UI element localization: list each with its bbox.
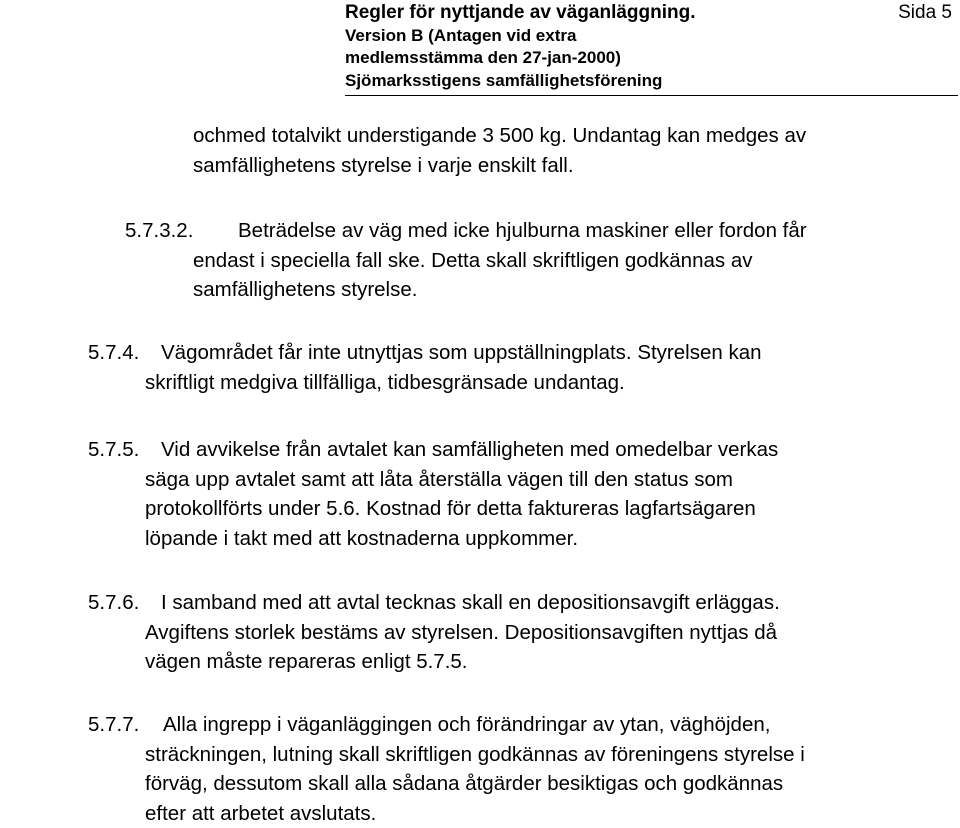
text-line: I samband med att avtal tecknas skall en depositionsavgift erläggas. <box>145 588 780 618</box>
text-line: Avgiftens storlek bestäms av styrelsen. Depositionsavgiften nyttjas då <box>145 618 780 648</box>
text-line: endast i speciella fall ske. Detta skall skriftligen godkännas av <box>193 246 807 276</box>
continuation-text <box>193 121 806 180</box>
text-line: samfällighetens styrelse. <box>193 275 807 305</box>
page-number: Sida 5 <box>898 2 952 25</box>
document-title: Regler för nyttjande av väganläggning. <box>345 2 696 25</box>
section-number: 5.7.5. <box>88 435 139 465</box>
text-line: förväg, dessutom skall alla sådana åtgärder besiktigas och godkännas <box>145 769 805 799</box>
section-body <box>145 435 778 553</box>
section-body <box>145 588 780 677</box>
section-body <box>145 338 762 397</box>
text-line: vägen måste repareras enligt 5.7.5. <box>145 647 780 677</box>
text-line: Vid avvikelse från avtalet kan samfälligheten med omedelbar verkas <box>145 435 778 465</box>
text-line: löpande i takt med att kostnaderna uppkommer. <box>145 524 778 554</box>
text-line: säga upp avtalet samt att låta återställa vägen till den status som <box>145 465 778 495</box>
text-line: samfällighetens styrelse i varje enskilt fall. <box>193 151 806 181</box>
text-line: skriftligt medgiva tillfälliga, tidbesgränsade undantag. <box>145 368 762 398</box>
section-number: 5.7.7. <box>88 710 139 740</box>
section-body <box>145 710 805 828</box>
text-line: Vägområdet får inte utnyttjas som uppställningplats. Styrelsen kan <box>145 338 762 368</box>
text-line: sträckningen, lutning skall skriftligen godkännas av föreningens styrelse i <box>145 740 805 770</box>
section-number: 5.7.3.2. <box>125 216 193 246</box>
section-number: 5.7.4. <box>88 338 139 368</box>
section-number: 5.7.6. <box>88 588 139 618</box>
text-line: protokollförts under 5.6. Kostnad för detta faktureras lagfartsägaren <box>145 494 778 524</box>
section-body <box>193 216 807 305</box>
text-line: efter att arbetet avslutats. <box>145 799 805 828</box>
text-line: ochmed totalvikt understigande 3 500 kg. Undantag kan medges av <box>193 121 806 151</box>
version-line-1: Version B (Antagen vid extra <box>345 25 662 48</box>
association-name: Sjömarksstigens samfällighetsförening <box>345 70 662 93</box>
header-rule <box>345 95 958 96</box>
text-line: Alla ingrepp i väganläggingen och förändringar av ytan, väghöjden, <box>145 710 805 740</box>
text-line: Beträdelse av väg med icke hjulburna maskiner eller fordon får <box>193 216 807 246</box>
version-line-2: medlemsstämma den 27-jan-2000) <box>345 47 662 70</box>
